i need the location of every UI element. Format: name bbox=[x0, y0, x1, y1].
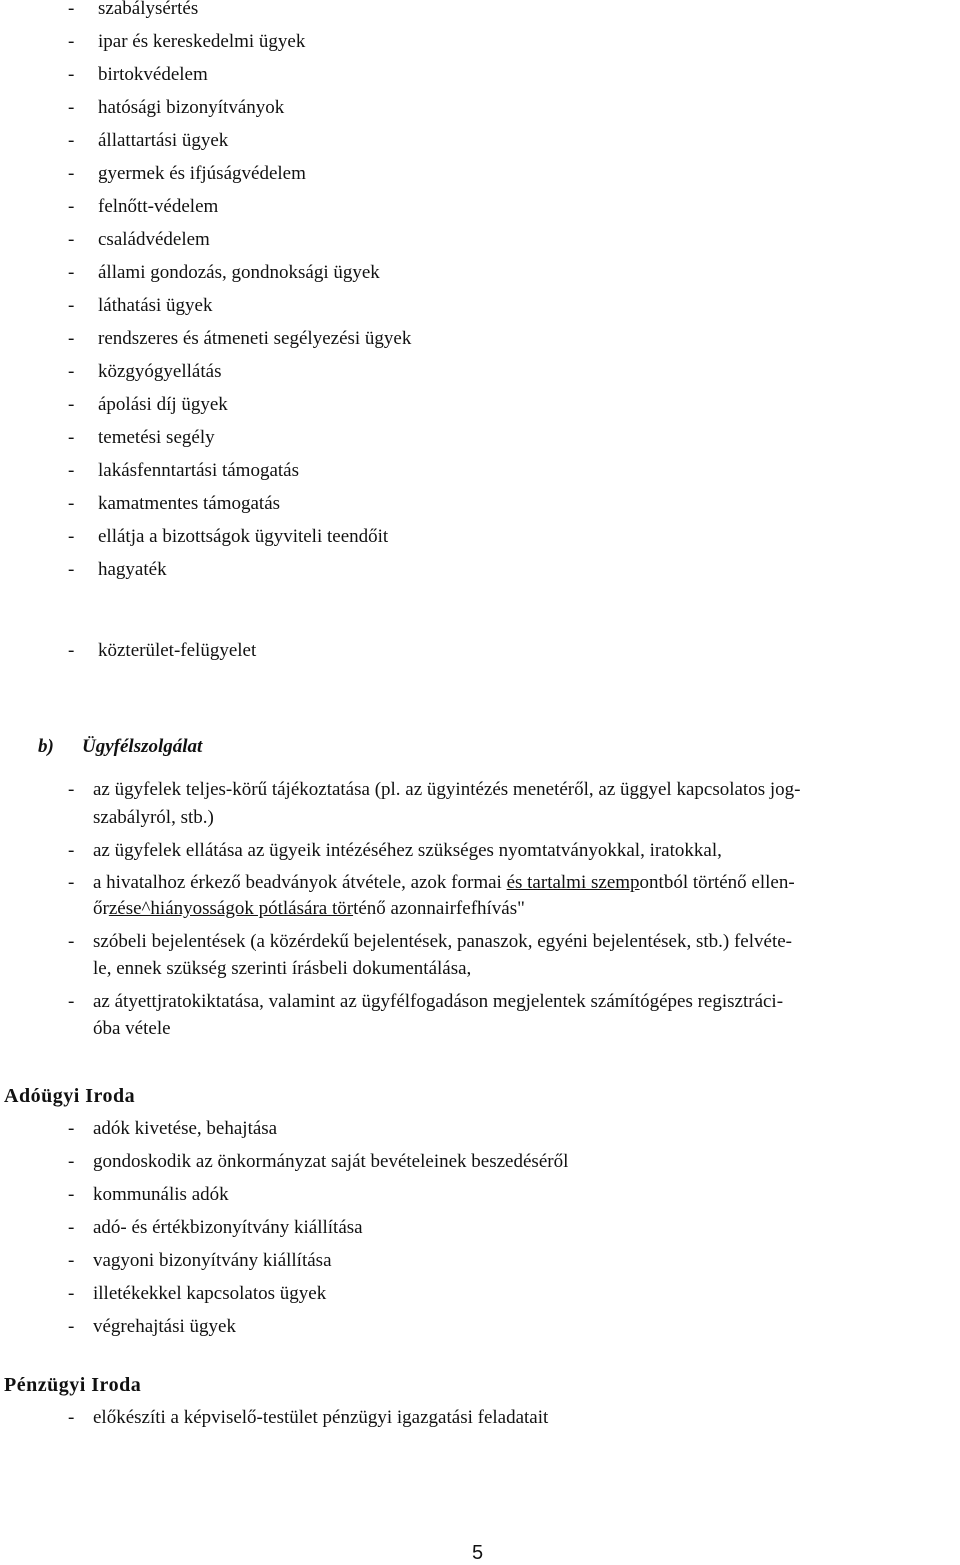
list-dash: - bbox=[68, 97, 75, 118]
list-item-continuation: le, ennek szükség szerinti írásbeli dokumentálása, bbox=[93, 958, 472, 979]
list-dash: - bbox=[68, 262, 75, 283]
list-item-text: az átyettjratokiktatása, valamint az ügyfélfogadáson megjelentek számítógépes regisztráci- bbox=[93, 991, 784, 1012]
list-item-continuation bbox=[93, 898, 525, 920]
list-dash: - bbox=[68, 1316, 75, 1337]
list-dash: - bbox=[68, 31, 75, 52]
list-dash: - bbox=[68, 427, 75, 448]
list-dash: - bbox=[68, 1184, 75, 1205]
list-item-text: az ügyfelek teljes-körű tájékoztatása (pl. az ügyintézés menetéről, az üggyel kapcsolatos jog- bbox=[93, 779, 801, 800]
list-dash: - bbox=[68, 1151, 75, 1172]
section-b-heading bbox=[38, 736, 202, 758]
list-item-text: szabálysértés bbox=[98, 0, 199, 19]
office-heading-penzugy: Pénzügyi Iroda bbox=[4, 1374, 142, 1396]
list-dash: - bbox=[68, 1250, 75, 1271]
list-item-text: lakásfenntartási támogatás bbox=[98, 460, 300, 481]
list-item-text: állattartási ügyek bbox=[98, 130, 229, 151]
list-item-continuation: szabályról, stb.) bbox=[93, 807, 214, 828]
list-dash: - bbox=[68, 1283, 75, 1304]
office-heading-ado: Adóügyi Iroda bbox=[4, 1085, 136, 1107]
list-item-text: az ügyfelek ellátása az ügyeik intézéséhez szükséges nyomtatványokkal, iratokkal, bbox=[93, 840, 722, 861]
underlined-text: és tartalmi szemp bbox=[506, 872, 640, 893]
list-item-text bbox=[93, 872, 795, 894]
list-dash: - bbox=[68, 872, 75, 893]
list-item-text: szóbeli bejelentések (a közérdekű bejelentések, panaszok, egyéni bejelentések, stb.) felvéte- bbox=[93, 931, 792, 952]
text-run: a hivatalhoz érkező beadványok átvétele, azok formai bbox=[93, 872, 507, 893]
list-dash: - bbox=[68, 361, 75, 382]
list-item-text: közgyógyellátás bbox=[98, 361, 222, 382]
list-item-text: előkészíti a képviselő-testület pénzügyi igazgatási feladatait bbox=[93, 1407, 549, 1428]
list-dash: - bbox=[68, 1118, 75, 1139]
underlined-text: zése^hiányosságok pótlására tör bbox=[108, 898, 354, 919]
list-item-text: ipar és kereskedelmi ügyek bbox=[98, 31, 306, 52]
list-item-text: gyermek és ifjúságvédelem bbox=[98, 163, 306, 184]
list-dash: - bbox=[68, 991, 75, 1012]
list-item-text: hagyaték bbox=[98, 559, 167, 580]
list-dash: - bbox=[68, 196, 75, 217]
list-dash: - bbox=[68, 1217, 75, 1238]
list-item-text: illetékekkel kapcsolatos ügyek bbox=[93, 1283, 327, 1304]
list-item-text: temetési segély bbox=[98, 427, 215, 448]
text-run: ténő azonnairfefhívás" bbox=[353, 898, 525, 919]
list-dash: - bbox=[68, 64, 75, 85]
list-dash: - bbox=[68, 0, 75, 19]
list-item-text: felnőtt-védelem bbox=[98, 196, 219, 217]
list-dash: - bbox=[68, 840, 75, 861]
list-item-text: láthatási ügyek bbox=[98, 295, 213, 316]
list-item-text: közterület-felügyelet bbox=[98, 640, 257, 661]
list-dash: - bbox=[68, 931, 75, 952]
list-item-text: birtokvédelem bbox=[98, 64, 208, 85]
section-b-label: b) bbox=[38, 736, 54, 757]
list-item-text: adók kivetése, behajtása bbox=[93, 1118, 278, 1139]
list-dash: - bbox=[68, 1407, 75, 1428]
list-item-text: állami gondozás, gondnoksági ügyek bbox=[98, 262, 380, 283]
list-item-text: hatósági bizonyítványok bbox=[98, 97, 285, 118]
list-item-continuation: óba vétele bbox=[93, 1018, 171, 1039]
list-dash: - bbox=[68, 295, 75, 316]
list-item-text: gondoskodik az önkormányzat saját bevételeinek beszedéséről bbox=[93, 1151, 569, 1172]
list-item-text: ápolási díj ügyek bbox=[98, 394, 228, 415]
list-dash: - bbox=[68, 328, 75, 349]
page-number: 5 bbox=[472, 1542, 484, 1564]
text-run: ontból történő ellen- bbox=[639, 872, 795, 893]
list-dash: - bbox=[68, 229, 75, 250]
list-item-text: ellátja a bizottságok ügyviteli teendőit bbox=[98, 526, 389, 547]
list-item-text: rendszeres és átmeneti segélyezési ügyek bbox=[98, 328, 412, 349]
list-dash: - bbox=[68, 163, 75, 184]
list-dash: - bbox=[68, 460, 75, 481]
list-dash: - bbox=[68, 559, 75, 580]
section-b-title: Ügyfélszolgálat bbox=[82, 736, 203, 757]
list-item-text: kamatmentes támogatás bbox=[98, 493, 281, 514]
list-dash: - bbox=[68, 394, 75, 415]
list-dash: - bbox=[68, 640, 75, 661]
list-item-text: adó- és értékbizonyítvány kiállítása bbox=[93, 1217, 363, 1238]
list-item-text: kommunális adók bbox=[93, 1184, 229, 1205]
list-item-text: családvédelem bbox=[98, 229, 210, 250]
text-run: őr bbox=[93, 898, 109, 919]
list-item-text: végrehajtási ügyek bbox=[93, 1316, 236, 1337]
list-dash: - bbox=[68, 526, 75, 547]
list-item-text: vagyoni bizonyítvány kiállítása bbox=[93, 1250, 332, 1271]
list-dash: - bbox=[68, 493, 75, 514]
list-dash: - bbox=[68, 130, 75, 151]
list-dash: - bbox=[68, 779, 75, 800]
